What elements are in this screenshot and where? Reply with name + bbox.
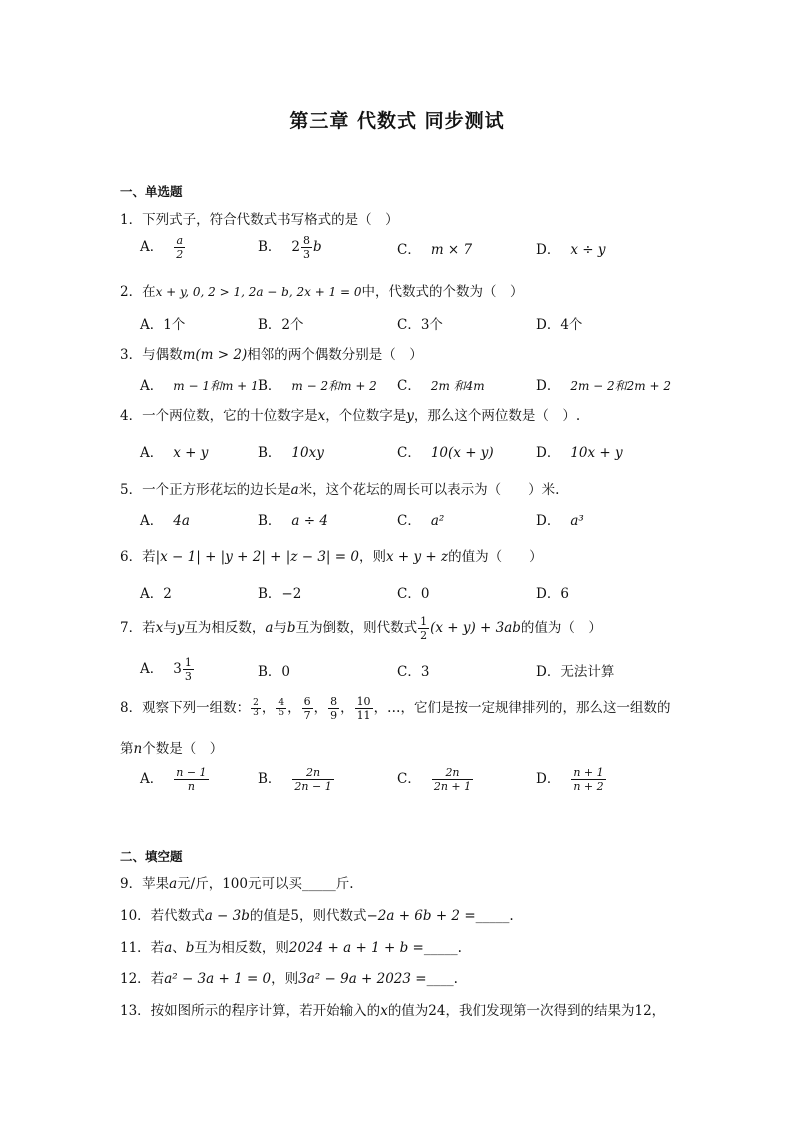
section-heading-fill-blank: 二、填空题 <box>120 849 183 864</box>
option-c[interactable]: C．3 <box>397 664 430 680</box>
question-12: 12．若a² − 3a + 1 = 0，则3a² − 9a + 2023 =____. <box>120 971 458 987</box>
option-d[interactable]: D． 10x + y <box>536 445 623 461</box>
option-c[interactable]: C． a² <box>397 513 445 529</box>
question-5: 5．一个正方形花坛的边长是a米，这个花坛的周长可以表示为（ ）米. <box>120 482 560 498</box>
option-d[interactable]: D．4个 <box>536 317 583 333</box>
option-c[interactable]: C． m × 7 <box>397 242 473 258</box>
question-5-options <box>140 509 740 549</box>
option-b[interactable]: B． m − 2和m + 2 <box>258 378 377 394</box>
option-a[interactable]: A． 3 $\frac{1}{3}$ <box>140 656 192 683</box>
question-10: 10．若代数式a − 3b的值是5，则代数式−2a + 6b + 2 =_____. <box>120 908 514 924</box>
option-c[interactable]: C．0 <box>397 586 430 602</box>
option-c[interactable]: C．3个 <box>397 317 443 333</box>
option-d[interactable]: D． $\frac{n + 1}{n + 2}$ <box>536 766 604 793</box>
option-b[interactable]: B． 10xy <box>258 445 324 461</box>
question-6: 6．若|x − 1| + |y + 2| + |z − 3| = 0，则x + y + z的值为（ ） <box>120 549 543 565</box>
option-d[interactable]: D． 2m − 2和2m + 2 <box>536 378 671 394</box>
sequence-term: $\frac{6}{7}$ <box>303 695 311 722</box>
option-b[interactable]: B． a ÷ 4 <box>258 513 328 529</box>
option-a[interactable]: A． $\frac{a}{2}$ <box>140 234 184 261</box>
option-d[interactable]: D． a³ <box>536 513 584 529</box>
option-a[interactable]: A．2 <box>140 586 172 602</box>
question-13: 13．按如图所示的程序计算，若开始输入的x的值为24，我们发现第一次得到的结果为12， <box>120 1003 666 1019</box>
option-a[interactable]: A．1个 <box>140 317 186 333</box>
sequence-term: $\frac{2}{3}$ <box>253 698 259 718</box>
option-c[interactable]: C． $\frac{2n}{2n + 1}$ <box>397 766 472 793</box>
option-c[interactable]: C． 2m 和4m <box>397 378 485 394</box>
question-8-line-2: 第n个数是（ ） <box>120 741 224 757</box>
question-8: 8．观察下列一组数： $\frac{2}{3}$ ， $\frac{4}{5}$ ， $\frac{6}{7}$ ， $\frac{8}{9}$ ， $\frac{10}{11}$ ，…，它们是按一定规律排列的，那么这一组数的 <box>120 695 671 722</box>
question-3: 3．与偶数m(m > 2)相邻的两个偶数分别是（ ） <box>120 347 423 363</box>
option-b[interactable]: B． $\frac{2n}{2n - 1}$ <box>258 766 332 793</box>
question-9: 9．苹果a元/斤，100元可以买_____斤. <box>120 876 354 892</box>
option-a[interactable]: A． x + y <box>140 445 209 461</box>
question-7-options <box>140 656 740 700</box>
question-1-stem: 1．下列式子，符合代数式书写格式的是（ ） <box>120 212 399 228</box>
section-heading-single-choice: 一、单选题 <box>120 184 183 199</box>
option-d[interactable]: D．6 <box>536 586 569 602</box>
sequence-term: $\frac{10}{11}$ <box>356 695 371 722</box>
option-b[interactable]: B．2个 <box>258 317 304 333</box>
question-11: 11．若a、b互为相反数，则2024 + a + 1 + b =_____. <box>120 940 462 956</box>
sequence-term: $\frac{8}{9}$ <box>330 695 338 722</box>
option-c[interactable]: C． 10(x + y) <box>397 445 494 461</box>
option-d[interactable]: D．无法计算 <box>536 664 615 680</box>
option-a[interactable]: A． 4a <box>140 513 190 529</box>
option-b[interactable]: B． 2 $\frac{8}{3}$ b <box>258 234 322 261</box>
question-1-options <box>140 234 740 278</box>
option-b[interactable]: B．−2 <box>258 586 302 602</box>
question-4: 4．一个两位数，它的十位数字是x，个位数字是y，那么这个两位数是（ ）. <box>120 408 581 424</box>
question-2: 2．在x + y, 0, 2 > 1, 2a − b, 2x + 1 = 0中，代数式的个数为（ ） <box>120 284 524 300</box>
question-8-options <box>140 766 740 806</box>
question-4-options <box>140 441 740 481</box>
question-1 <box>120 208 399 228</box>
sequence-term: $\frac{4}{5}$ <box>278 698 285 718</box>
option-a[interactable]: A． m − 1和m + 1 <box>140 378 259 394</box>
option-b[interactable]: B．0 <box>258 664 291 680</box>
page-title: 第三章 代数式 同步测试 <box>289 110 505 132</box>
option-a[interactable]: A． $\frac{n - 1}{n}$ <box>140 766 207 793</box>
option-d[interactable]: D． x ÷ y <box>536 242 606 258</box>
question-7: 7．若x与y互为相反数，a与b互为倒数，则代数式 $\frac{1}{2}$ (x + y) + 3ab的值为（ ） <box>120 615 602 642</box>
